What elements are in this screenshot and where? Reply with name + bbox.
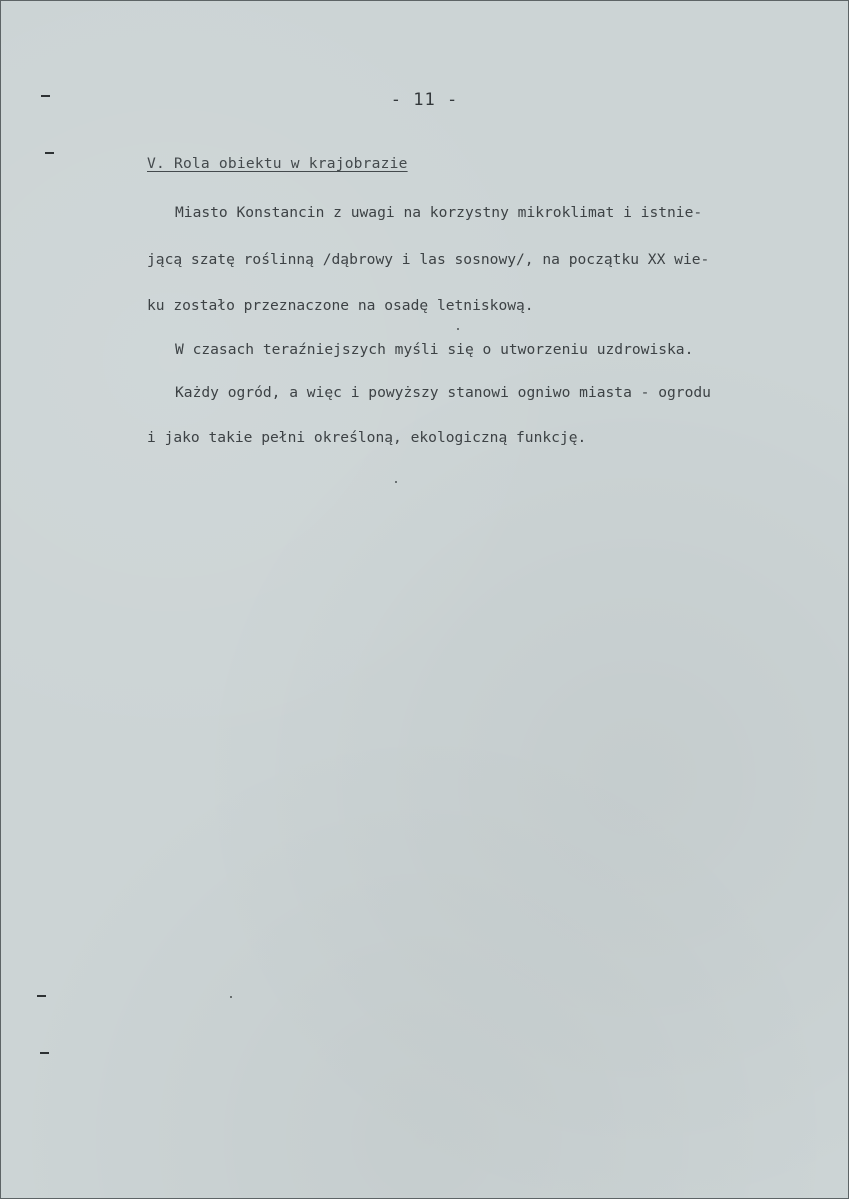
section-heading: V. Rola obiektu w krajobrazie	[147, 155, 408, 172]
text-line: W czasach teraźniejszych myśli się o utworzeniu uzdrowiska.	[175, 341, 694, 358]
paper-speck	[395, 481, 397, 483]
text-line: i jako takie pełni określoną, ekologiczną funkcję.	[147, 429, 587, 446]
text-line: Miasto Konstancin z uwagi na korzystny mikroklimat i istnie-	[175, 204, 703, 221]
paper-speck	[230, 996, 232, 998]
margin-mark	[40, 1052, 49, 1054]
margin-mark	[37, 995, 46, 997]
margin-mark	[45, 152, 54, 154]
text-line: jącą szatę roślinną /dąbrowy i las sosnowy/, na początku XX wie-	[147, 251, 710, 268]
text-line: ku zostało przeznaczone na osadę letniskową.	[147, 297, 534, 314]
text-line: Każdy ogród, a więc i powyższy stanowi ogniwo miasta - ogrodu	[175, 384, 711, 401]
page-number: - 11 -	[390, 90, 459, 110]
paper-speck	[457, 328, 459, 330]
